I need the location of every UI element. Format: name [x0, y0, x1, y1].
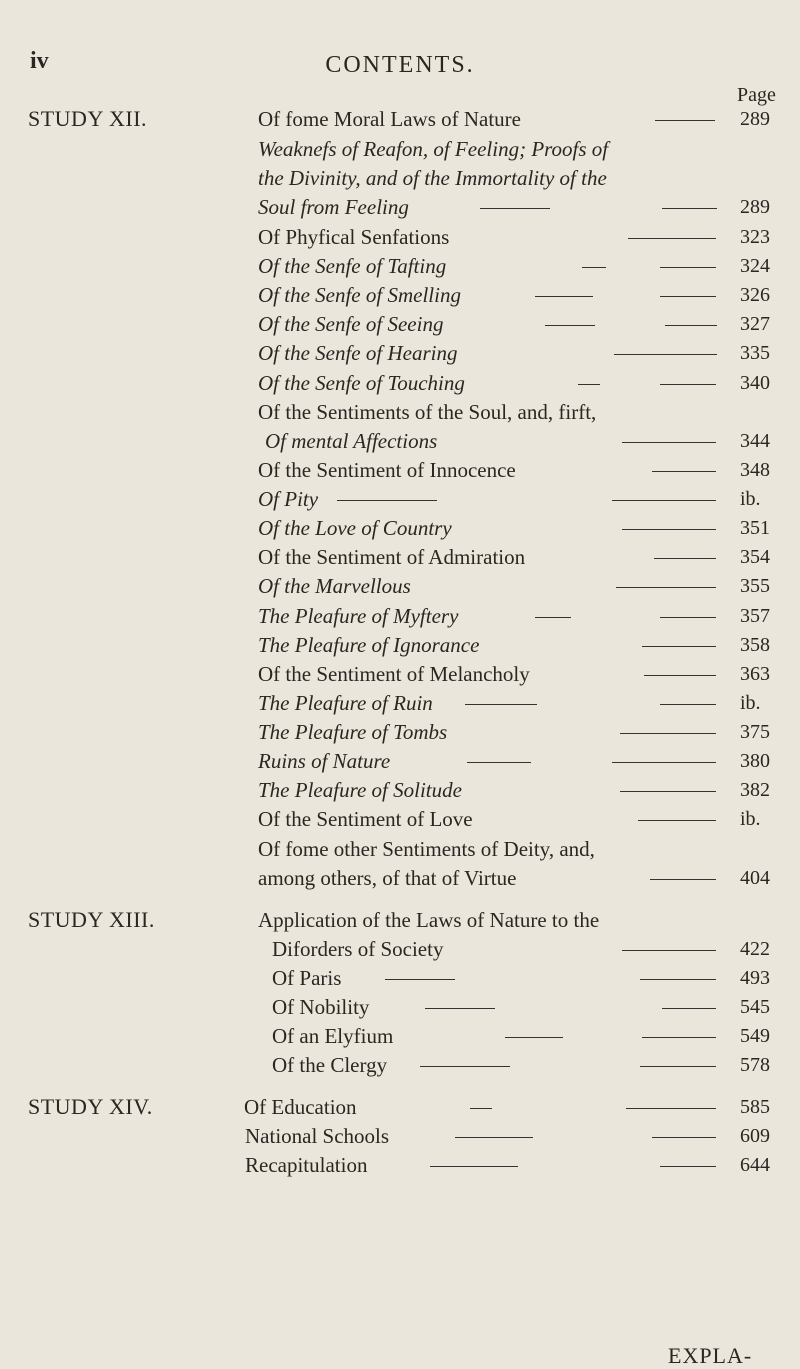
page-number: 355: [740, 575, 770, 597]
toc-entry: Weaknefs of Reafon, of Feeling; Proofs of: [258, 137, 609, 161]
leader-dash: [455, 1137, 533, 1138]
leader-dash: [660, 296, 716, 297]
leader-dash: [662, 208, 717, 209]
leader-dash: [505, 1037, 563, 1038]
toc-entry: Application of the Laws of Nature to the: [258, 908, 600, 932]
toc-entry: Recapitulation: [245, 1153, 368, 1177]
leader-dash: [465, 704, 537, 705]
toc-entry: Of the Senfe of Seeing: [258, 312, 444, 336]
leader-dash: [644, 675, 716, 676]
toc-entry: The Pleafure of Ruin: [258, 691, 433, 715]
leader-dash: [626, 1108, 716, 1109]
page-number: 404: [740, 867, 770, 889]
toc-entry: Of Nobility: [272, 995, 370, 1019]
leader-dash: [640, 979, 716, 980]
leader-dash: [612, 500, 716, 501]
page-number: 375: [740, 721, 770, 743]
leader-dash: [660, 1166, 716, 1167]
toc-entry: Of the Senfe of Tafting: [258, 254, 447, 278]
leader-dash: [655, 120, 715, 121]
page-number: 549: [740, 1025, 770, 1047]
toc-entry: Of the Marvellous: [258, 574, 411, 598]
page-number: 357: [740, 605, 770, 627]
leader-dash: [578, 384, 600, 385]
leader-dash: [642, 646, 716, 647]
toc-entry: Of the Sentiment of Melancholy: [258, 662, 530, 686]
study-label: STUDY XII.: [28, 106, 148, 131]
leader-dash: [614, 354, 717, 355]
toc-entry: Of the Clergy: [272, 1053, 388, 1077]
toc-entry: Of the Love of Country: [258, 516, 452, 540]
leader-dash: [582, 267, 606, 268]
leader-dash: [638, 820, 716, 821]
leader-dash: [628, 238, 716, 239]
toc-entry: among others, of that of Virtue: [258, 866, 517, 890]
leader-dash: [420, 1066, 510, 1067]
leader-dash: [622, 442, 716, 443]
leader-dash: [660, 267, 716, 268]
toc-entry: The Pleafure of Myftery: [258, 604, 459, 628]
leader-dash: [660, 704, 716, 705]
leader-dash: [467, 762, 531, 763]
page-number: 578: [740, 1054, 770, 1076]
page-number: 326: [740, 284, 770, 306]
leader-dash: [480, 208, 550, 209]
toc-entry: Of Phyfical Senfations: [258, 225, 450, 249]
leader-dash: [622, 529, 716, 530]
catchword: EXPLA-: [668, 1343, 753, 1368]
leader-dash: [662, 1008, 716, 1009]
page-number: 348: [740, 459, 770, 481]
page-number: 609: [740, 1125, 770, 1147]
toc-entry: Of Pity: [258, 487, 319, 511]
toc-entry: The Pleafure of Tombs: [258, 720, 448, 744]
leader-dash: [652, 1137, 716, 1138]
leader-dash: [660, 384, 716, 385]
page-number: ib.: [740, 692, 761, 714]
page-number: 289: [740, 108, 770, 130]
study-label: STUDY XIII.: [28, 907, 155, 932]
leader-dash: [425, 1008, 495, 1009]
page-number: 644: [740, 1154, 770, 1176]
toc-entry: The Pleafure of Ignorance: [258, 633, 480, 657]
toc-entry: Soul from Feeling: [258, 195, 409, 219]
toc-entry: Of mental Affections: [265, 429, 438, 453]
page-number: 327: [740, 313, 770, 335]
toc-entry: Of the Sentiments of the Soul, and, firft,: [258, 400, 597, 424]
toc-entry: National Schools: [245, 1124, 390, 1148]
toc-entry: Of an Elyfium: [272, 1024, 394, 1048]
page-number: 380: [740, 750, 770, 772]
page-number: 382: [740, 779, 770, 801]
study-label: STUDY XIV.: [28, 1094, 153, 1119]
leader-dash: [640, 1066, 716, 1067]
page-number: 335: [740, 342, 770, 364]
leader-dash: [665, 325, 717, 326]
toc-entry: Of fome other Sentiments of Deity, and,: [258, 837, 595, 861]
leader-dash: [620, 791, 716, 792]
leader-dash: [642, 1037, 716, 1038]
toc-entry: Of Paris: [272, 966, 342, 990]
leader-dash: [616, 587, 716, 588]
page-number: 351: [740, 517, 770, 539]
page-number: 545: [740, 996, 770, 1018]
leader-dash: [650, 879, 716, 880]
page-number: 354: [740, 546, 770, 568]
toc-entry: Diforders of Society: [272, 937, 444, 961]
page-number: 358: [740, 634, 770, 656]
leader-dash: [337, 500, 437, 501]
leader-dash: [622, 950, 716, 951]
toc-entry: Of the Senfe of Touching: [258, 371, 465, 395]
page-number: 324: [740, 255, 770, 277]
page-numeral: iv: [30, 48, 49, 74]
leader-dash: [652, 471, 716, 472]
leader-dash: [612, 762, 716, 763]
page-number: ib.: [740, 808, 761, 830]
toc-entry: Of the Senfe of Hearing: [258, 341, 458, 365]
toc-entry: Of fome Moral Laws of Nature: [258, 107, 521, 131]
leader-dash: [545, 325, 595, 326]
leader-dash: [660, 617, 716, 618]
toc-entry: Ruins of Nature: [258, 749, 391, 773]
toc-entry: Of the Sentiment of Innocence: [258, 458, 516, 482]
leader-dash: [620, 733, 716, 734]
leader-dash: [385, 979, 455, 980]
page-number: 363: [740, 663, 770, 685]
leader-dash: [654, 558, 716, 559]
leader-dash: [470, 1108, 492, 1109]
leader-dash: [430, 1166, 518, 1167]
leader-dash: [535, 617, 571, 618]
page-number: 344: [740, 430, 770, 452]
page-number: 493: [740, 967, 770, 989]
page-number: 340: [740, 372, 770, 394]
toc-entry: The Pleafure of Solitude: [258, 778, 462, 802]
page-title: CONTENTS.: [325, 52, 475, 78]
toc-entry: Of the Sentiment of Love: [258, 807, 473, 831]
toc-entry: the Divinity, and of the Immortality of the: [258, 166, 607, 190]
toc-entry: Of the Senfe of Smelling: [258, 283, 461, 307]
leader-dash: [535, 296, 593, 297]
page-number: ib.: [740, 488, 761, 510]
toc-entry: Of the Sentiment of Admiration: [258, 545, 526, 569]
page-number: 289: [740, 196, 770, 218]
page-number: 585: [740, 1096, 770, 1118]
toc-entry: Of Education: [244, 1095, 357, 1119]
page-number: 422: [740, 938, 770, 960]
page-column-label: Page: [737, 84, 776, 106]
page-number: 323: [740, 226, 770, 248]
